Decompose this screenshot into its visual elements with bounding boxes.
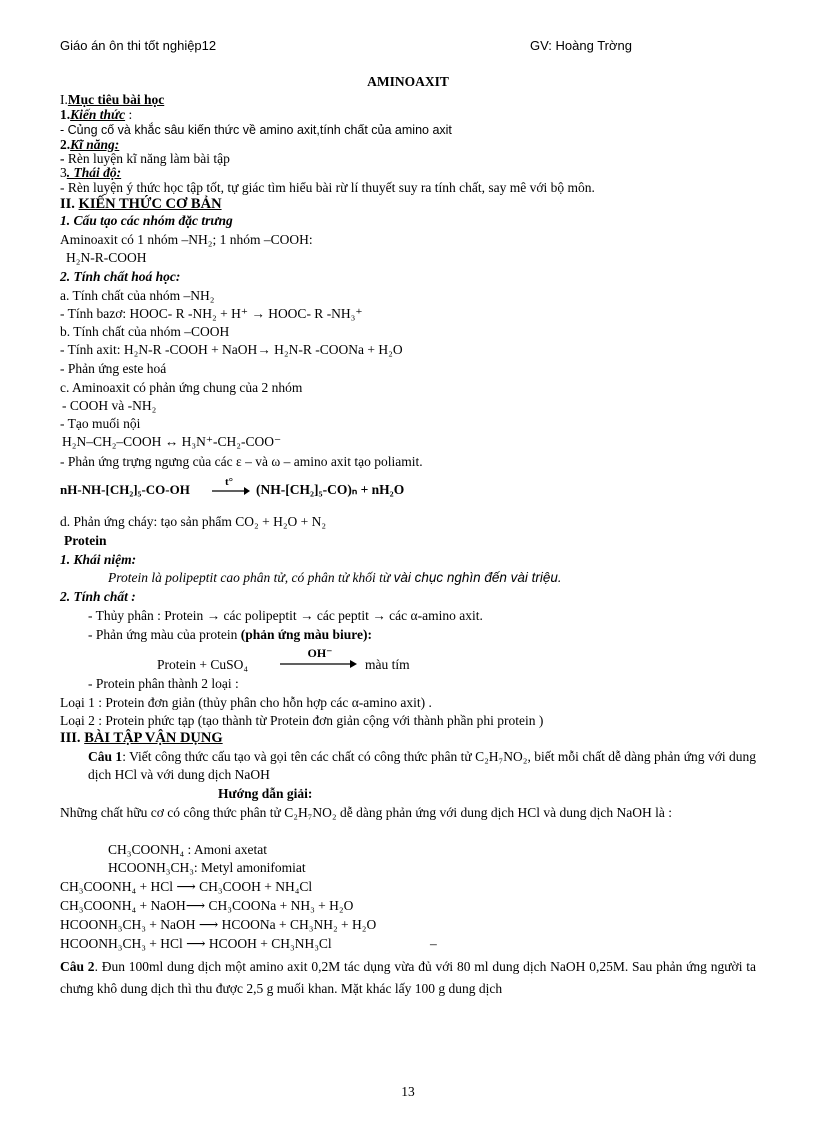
equation-2: CH₃COONH₄ + NaOH⟶ CH₃COONa + NH₃ + H₂O <box>60 898 354 913</box>
protein-1-heading: 1. Khái niệm: <box>60 552 137 567</box>
part-a-text: - Tính bazơ: HOOC- R -NH₂ + H⁺ → HOOC- R -NH₃⁺ <box>60 306 363 321</box>
protein-type-2: Loại 2 : Protein phức tạp (tạo thành từ Protein đơn giản cộng với thành phần phi protein ) <box>60 713 544 728</box>
section-1-3-text: - Rèn luyện ý thức học tập tốt, tự giác tìm hiểu bài rừ lí thuyết suy ra tính chất, say mê với bộ môn. <box>60 180 595 195</box>
polycondensation-left: nH-NH-[CH₂]₅-CO-OH <box>60 482 190 497</box>
section-3-heading: III. BÀI TẬP VẬN DỤNG <box>60 730 223 746</box>
part-c-text-3: H₂N–CH₂–COOH ↔ H₃N⁺-CH₂-COO⁻ <box>62 434 282 449</box>
section-1-2-heading: 2.Kĩ năng: <box>60 137 120 152</box>
exercise-1: Câu 1: Viết công thức cấu tạo và gọi tên các chất có công thức phân tử C₂H₇NO₂, biết mỗi chất dễ dàng phản ứng với dung dịch HCl và với dung dịch NaOH <box>88 749 756 782</box>
part-c-text-1: - COOH và -NH₂ <box>62 398 157 413</box>
page-number: 13 <box>401 1084 415 1099</box>
protein-heading: Protein <box>64 533 107 548</box>
part-c-heading: c. Aminoaxit có phản ứng chung của 2 nhóm <box>60 380 303 395</box>
solution-heading: Hướng dẫn giải: <box>218 786 313 801</box>
polycondensation-arrow-label: t° <box>224 476 234 488</box>
equation-4: HCOONH₃CH₃ + HCl ⟶ HCOOH + CH₃NH₃Cl <box>60 936 332 951</box>
section-2-1-text: Aminoaxit có 1 nhóm –NH₂; 1 nhóm –COOH: <box>60 232 313 247</box>
polycondensation-right: (NH-[CH₂]₅-CO)ₙ + nH₂O <box>256 482 405 497</box>
polycondensation-arrow <box>210 484 250 498</box>
section-1-3-heading: 3. Thái độ: <box>60 165 122 180</box>
part-b-heading: b. Tính chất của nhóm –COOH <box>60 324 230 339</box>
protein-type-1: Loại 1 : Protein đơn giản (thủy phân cho hỗn hợp các α-amino axit) . <box>60 695 432 710</box>
part-b-text-2: - Phản ứng este hoá <box>60 361 167 376</box>
part-b-text: - Tính axit: H₂N-R -COOH + NaOH→ H₂N-R -COONa + H₂O <box>60 342 403 357</box>
protein-2-text-1: - Thủy phân : Protein → các polipeptit → các peptit → các α-amino axit. <box>88 608 483 623</box>
biuret-eq-left: Protein + CuSO₄ <box>157 657 249 672</box>
exercise-2: Câu 2. Đun 100ml dung dịch một amino axit 0,2M tác dụng vừa đủ với 80 ml dung dịch NaOH 0,25M. Sau phản ứng người ta chưng khô dung dịch thì thu được 2,5 g muối khan. Mặt khác lấy 100 g dung dịch <box>60 959 756 996</box>
protein-2-heading: 2. Tính chất : <box>60 589 136 604</box>
protein-2-text-2: - Phản ứng màu của protein (phản ứng màu biure): <box>88 627 373 642</box>
equation-4-mark: – <box>430 936 437 951</box>
part-c-text-2: - Tạo muối nội <box>60 416 141 431</box>
solution-substance-2: HCOONH₃CH₃: Metyl amonifomiat <box>108 860 306 875</box>
equation-3: HCOONH₃CH₃ + NaOH ⟶ HCOONa + CH₃NH₂ + H₂O <box>60 917 377 932</box>
part-d-text: d. Phản ứng cháy: tạo sản phẩm CO₂ + H₂O + N₂ <box>60 514 327 529</box>
section-1-1-text: - Củng cố và khắc sâu kiến thức về amino axit,tính chất của amino axit <box>60 123 452 137</box>
section-2-1-formula: H₂N-R-COOH <box>66 250 147 265</box>
section-1-heading: I.Mục tiêu bài học <box>60 92 165 107</box>
equation-1: CH₃COONH₄ + HCl ⟶ CH₃COOH + NH₄Cl <box>60 879 313 894</box>
protein-2-text-3: - Protein phân thành 2 loại : <box>88 676 239 691</box>
section-2-1-heading: 1. Cấu tạo các nhóm đặc trưng <box>60 213 233 228</box>
biuret-eq-label: OH⁻ <box>307 646 333 660</box>
biuret-eq-arrow <box>278 657 358 671</box>
section-1-1-heading: 1.Kiến thức : <box>60 107 133 122</box>
part-c-text-4: - Phản ứng trựng ngưng của các ε – và ω – amino axit tạo poliamit. <box>60 454 423 469</box>
part-a-heading: a. Tính chất của nhóm –NH₂ <box>60 288 215 303</box>
section-1-2-text: - Rèn luyện kĩ năng làm bài tập <box>60 151 230 166</box>
biuret-eq-right: màu tím <box>365 657 410 672</box>
header-right: GV: Hoàng Trờng <box>530 38 632 53</box>
solution-substance-1: CH₃COONH₄ : Amoni axetat <box>108 842 268 857</box>
solution-text: Những chất hữu cơ có công thức phân tử C₂H₇NO₂ dễ dàng phản ứng với dung dịch HCl và dung dịch NaOH là : <box>60 805 672 820</box>
header-left: Giáo án ôn thi tốt nghiệp12 <box>60 38 217 53</box>
page-title: AMINOAXIT <box>367 74 449 89</box>
section-2-heading: II. KIẾN THỨC CƠ BẢN <box>60 196 222 212</box>
protein-1-text: Protein là polipeptit cao phân tử, có phân tử khối từ vài chục nghìn đến vài triệu. <box>108 570 562 585</box>
section-2-2-heading: 2. Tính chất hoá học: <box>60 269 181 284</box>
